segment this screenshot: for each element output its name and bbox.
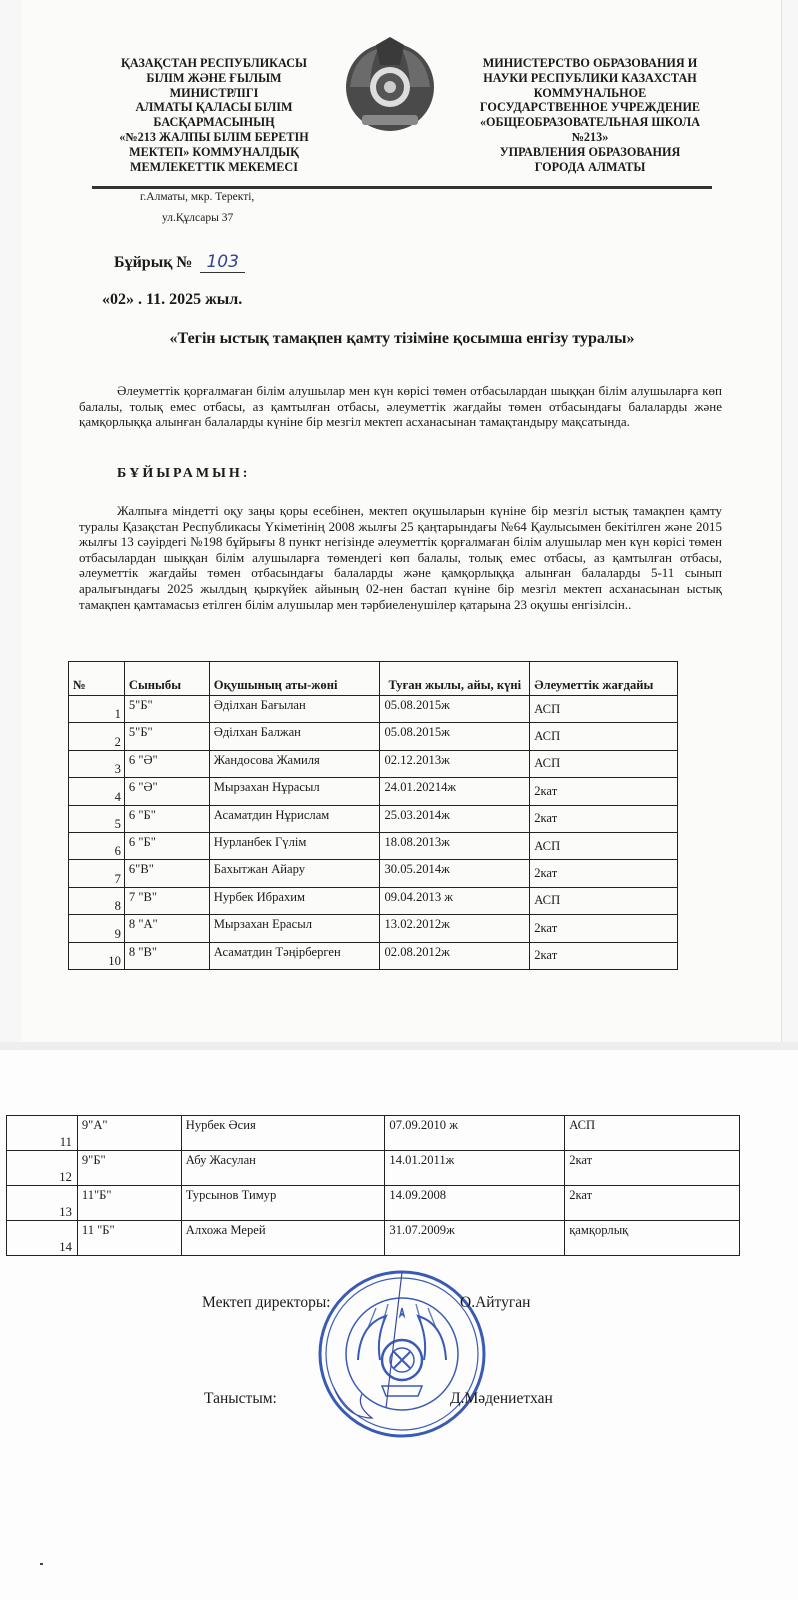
address-line-1: г.Алматы, мкр. Теректі, [140, 191, 255, 203]
table-row: 9 8 "А" Мырзахан Ерасыл 13.02.2012ж 2кат [69, 915, 678, 942]
order-number-handwritten: 103 [200, 252, 244, 273]
col-class: Сыныбы [124, 662, 209, 696]
director-label: Мектеп директоры: [202, 1294, 331, 1311]
col-number: № [69, 662, 125, 696]
table-row: 3 6 "Ә" Жандосова Жамиля 02.12.2013ж АСП [69, 750, 678, 777]
table-row: 12 9"Б" Абу Жасулан 14.01.2011ж 2кат [7, 1151, 740, 1186]
header-kazakh-institution: ҚАЗАҚСТАН РЕСПУБЛИКАСЫ БІЛІМ ЖӘНЕ ҒЫЛЫМ МИНИСТРЛІГІ АЛМАТЫ ҚАЛАСЫ БІЛІМ БАСҚАРМАСЫНЫҢ «№213 ЖАЛПЫ БІЛІМ БЕРЕТІН МЕКТЕП» КОММУНАЛДЫҚ МЕМЛЕКЕТТІК МЕКЕМЕСІ [119, 56, 309, 174]
scan-speck [40, 1563, 43, 1565]
document-page-1 [22, 0, 782, 1042]
table-row: 10 8 "В" Асаматдин Тәңірберген 02.08.2012ж 2кат [69, 942, 678, 969]
preamble-paragraph: Әлеуметтік қорғалмаған білім алушылар мен күн көрісі төмен отбасылардан шыққан білім алушыларға көп балалы, толық емес отбасы, аз қамтылған отбасы, әлеуметтік жағдайы төмен отбасындағы балаларды және қамқорлыққа алынған балаларды күніне бір мезгіл мектеп асханасынан тамақтандыру мақсатында. [79, 383, 722, 430]
table-row: 2 5"Б" Әділхан Балжан 05.08.2015ж АСП [69, 723, 678, 750]
header-russian-institution: МИНИСТЕРСТВО ОБРАЗОВАНИЯ И НАУКИ РЕСПУБЛИКИ КАЗАХСТАН КОММУНАЛЬНОЕ ГОСУДАРСТВЕННОЕ УЧРЕЖДЕНИЕ «ОБЩЕОБРАЗОВАТЕЛЬНАЯ ШКОЛА №213» УПРАВЛЕНИЯ ОБРАЗОВАНИЯ ГОРОДА АЛМАТЫ [479, 56, 701, 174]
header-divider [92, 186, 712, 189]
col-social-status: Әлеуметтік жағдайы [530, 662, 678, 696]
table-row: 8 7 "В" Нурбек Ибрахим 09.04.2013 ж АСП [69, 887, 678, 914]
students-table [68, 661, 678, 970]
table-row: 6 6 "Б" Нурланбек Гүлім 18.08.2013ж АСП [69, 832, 678, 859]
col-birthdate: Туған жылы, айы, күні [380, 662, 530, 696]
order-date: «02» . 11. 2025 жыл. [102, 291, 243, 308]
table-row: 13 11"Б" Турсынов Тимур 14.09.2008 2кат [7, 1186, 740, 1221]
col-name: Оқушының аты-жөні [209, 662, 380, 696]
table-row: 1 5"Б" Әділхан Бағылан 05.08.2015ж АСП [69, 696, 678, 723]
director-name: О.Айтуган [460, 1294, 531, 1311]
table-row: 5 6 "Б" Асаматдин Нұрислам 25.03.2014ж 2кат [69, 805, 678, 832]
table-row: 11 9"А" Нурбек Әсия 07.09.2010 ж АСП [7, 1116, 740, 1151]
order-number [114, 252, 245, 272]
table-row: 7 6"В" Бахытжан Айару 30.05.2014ж 2кат [69, 860, 678, 887]
address-line-2: ул.Құлсары 37 [162, 212, 234, 224]
acknowledged-label: Таныстым: [204, 1390, 277, 1407]
acknowledged-name: Д.Мәдениетхан [450, 1390, 553, 1407]
students-table-continued [6, 1115, 740, 1256]
table-row: 14 11 "Б" Алхожа Мерей 31.07.2009ж қамқорлық [7, 1221, 740, 1256]
page-separator [0, 1042, 798, 1050]
table-row: 4 6 "Ә" Мырзахан Нұрасыл 24.01.20214ж 2кат [69, 778, 678, 805]
table-header-row [69, 662, 678, 696]
order-title: «Тегін ыстық тамақпен қамту тізіміне қосымша енгізу туралы» [169, 330, 635, 347]
kazakhstan-state-emblem-icon [340, 35, 440, 135]
order-label: Бұйрық № [114, 254, 193, 271]
order-paragraph: Жалпыға міндетті оқу заңы қоры есебінен, мектеп оқушыларын күніне бір мезгіл ыстық тамақпен қамту туралы Қазақстан Республикасы Үкіметінің 2008 жылғы 25 қаңтарындағы №64 Қаулысымен бекітілген және 2015 жылғы 13 сәуірдегі №198 бұйрығы 8 пункт негізінде әлеуметтік қорғалмаған білім алушылар мен күн көрісі төмен отбасылардан шыққан білім алушыларға төмендегі көп балалы, толық емес отбасы, аз қамтылған отбасы, әлеуметтік жағдайы төмен отбасындағы балаларды және қамқорлыққа алынған балаларды 5-11 сынып аралығындағы 2025 жылдың қыркүйек айының 02-нен бастап күніне бір мезгіл мектеп асханасынан ыстық тамақпен қамтамасыз етілген білім алушылар мен тәрбиеленушілер қатарына 23 оқушы енгізілсін.. [79, 503, 722, 612]
order-heading: БҰЙЫРАМЫН: [117, 466, 251, 481]
